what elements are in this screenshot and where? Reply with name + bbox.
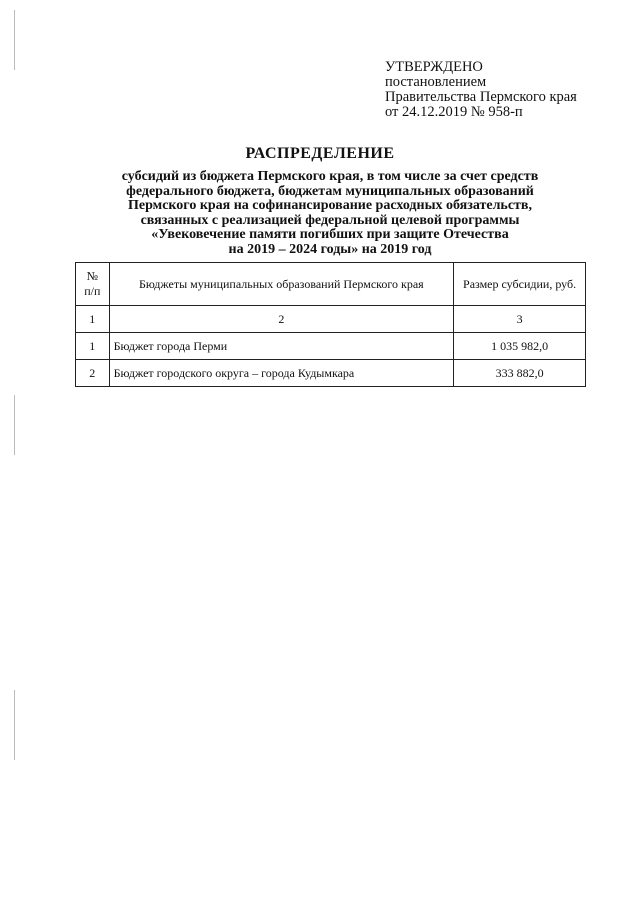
subtitle-line: федерального бюджета, бюджетам муниципальных образований [126,183,534,199]
distribution-table [75,262,586,387]
row-number-cell: 1 [76,333,110,360]
column-number-cell: 3 [454,306,586,333]
subtitle-line: на 2019 – 2024 годы» на 2019 год [228,241,432,257]
approval-line: УТВЕРЖДЕНО [385,59,483,75]
scan-edge-mark [14,395,15,455]
approval-line: от 24.12.2019 № 958-п [385,104,523,120]
table-row [76,360,586,387]
row-name-cell: Бюджет города Перми [109,333,454,360]
row-amount-cell: 1 035 982,0 [454,333,586,360]
header-number-cell [76,263,110,306]
document-title: РАСПРЕДЕЛЕНИЕ [245,145,395,162]
table-row [76,333,586,360]
subtitle-line: Пермского края на софинансирование расходных обязательств, [128,198,532,213]
subtitle-line: «Увековечение памяти погибших при защите Отечества [151,227,509,242]
document-subtitle [40,170,620,257]
row-amount-cell: 333 882,0 [454,360,586,387]
subtitle-line: связанных с реализацией федеральной целевой программы [140,212,520,228]
header-budgets-cell: Бюджеты муниципальных образований Пермского края [109,263,454,306]
header-amount-cell: Размер субсидии, руб. [454,263,586,306]
table-header-row [76,263,586,306]
column-number-cell: 2 [109,306,454,333]
approval-stamp [385,60,577,120]
row-name-cell: Бюджет городского округа – города Кудымкара [109,360,454,387]
row-number-cell: 2 [76,360,110,387]
column-number-cell: 1 [76,306,110,333]
approval-line: Правительства Пермского края [385,89,577,105]
subtitle-line: субсидий из бюджета Пермского края, в том числе за счет средств [121,169,539,184]
scan-edge-mark [14,10,15,70]
scan-edge-mark [14,690,15,760]
header-number-label: п/п [84,284,101,298]
header-number-symbol: № [86,269,99,283]
column-number-row [76,306,586,333]
approval-line: постановлением [385,74,487,90]
